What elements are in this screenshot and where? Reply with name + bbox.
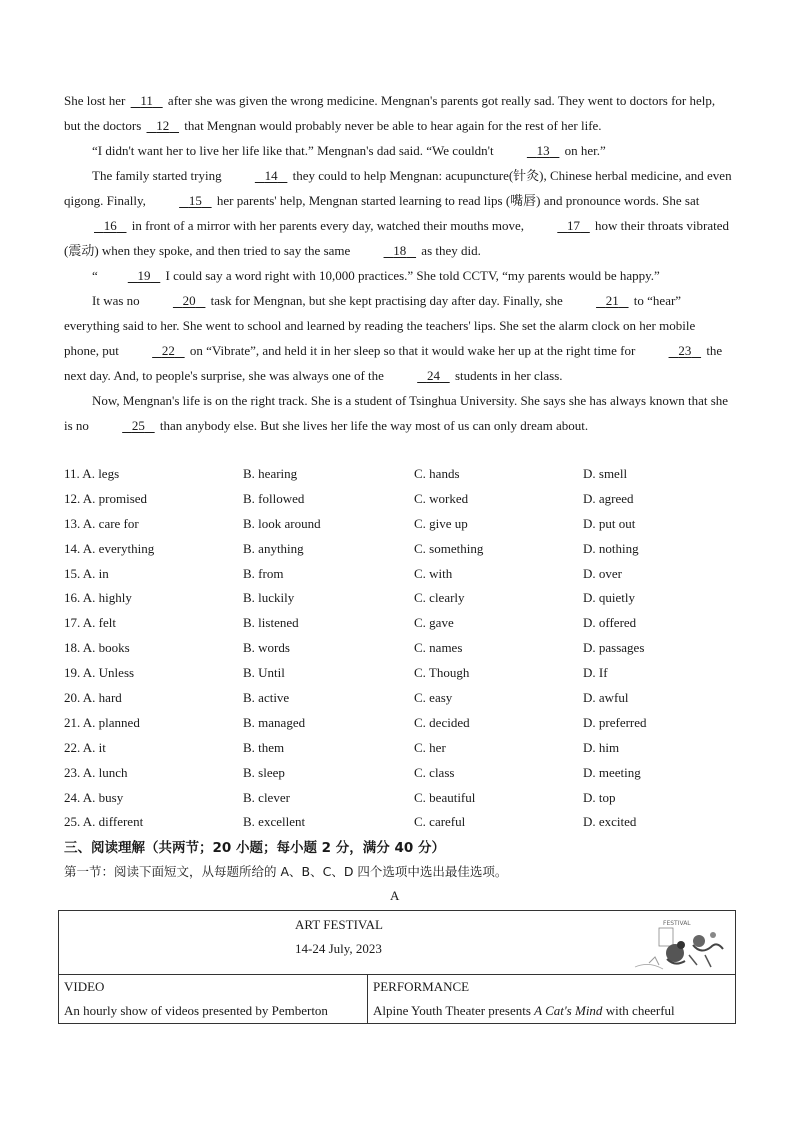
blank-15[interactable]: 15 bbox=[188, 193, 202, 208]
option-choice[interactable]: 17. A. felt bbox=[64, 615, 116, 631]
option-choice[interactable]: B. listened bbox=[243, 615, 299, 631]
option-choice[interactable]: D. over bbox=[583, 565, 622, 581]
blank-23[interactable]: 23 bbox=[678, 343, 692, 358]
option-row bbox=[64, 761, 732, 786]
paragraph-3: The family started trying 14 they could to help Mengnan: acupuncture(针灸), Chinese herbal medicine, and even qigong. Finally, 15 her parents' help, Mengnan started learning to read lips (嘴唇) and pronounce words. She sat 16 in front of a mirror with her parents every day, watched their mouths move, 17 how their throats vibrated (震动) when they spoke, and then tried to say the same 18 as they did. bbox=[64, 163, 732, 263]
option-choice[interactable]: C. with bbox=[414, 565, 453, 581]
option-choice[interactable]: B. excellent bbox=[243, 814, 306, 830]
option-choice[interactable]: 20. A. hard bbox=[64, 690, 122, 706]
option-choice[interactable]: D. If bbox=[583, 665, 608, 681]
performance-description: Alpine Youth Theater presents A Cat's Mind with cheerful bbox=[373, 1003, 675, 1018]
blank-21[interactable]: 21 bbox=[605, 293, 619, 308]
option-choice[interactable]: D. passages bbox=[583, 640, 645, 656]
blank-11[interactable]: 11 bbox=[140, 93, 153, 108]
option-choice[interactable]: C. beautiful bbox=[414, 789, 476, 805]
performance-column bbox=[368, 975, 735, 1024]
option-choice[interactable]: B. luckily bbox=[243, 590, 295, 606]
option-choice[interactable]: 14. A. everything bbox=[64, 540, 155, 556]
option-choice[interactable]: 22. A. it bbox=[64, 739, 106, 755]
option-choice[interactable]: D. preferred bbox=[583, 714, 647, 730]
option-choice[interactable]: 15. A. in bbox=[64, 565, 109, 581]
performance-title: A Cat's Mind bbox=[534, 1003, 603, 1018]
option-choice[interactable]: D. smell bbox=[583, 466, 628, 481]
option-choice[interactable]: B. look around bbox=[243, 515, 321, 531]
option-choice[interactable]: B. hearing bbox=[243, 466, 298, 481]
option-choice[interactable]: 11. A. legs bbox=[64, 466, 120, 481]
performance-heading: PERFORMANCE bbox=[373, 979, 470, 994]
option-choice[interactable]: C. hands bbox=[414, 466, 460, 481]
option-choice[interactable]: B. Until bbox=[243, 665, 285, 681]
blank-12[interactable]: 12 bbox=[156, 118, 170, 133]
blank-17[interactable]: 17 bbox=[567, 218, 581, 233]
option-row bbox=[64, 562, 732, 587]
blank-22[interactable]: 22 bbox=[161, 343, 175, 358]
paragraph-6: Now, Mengnan's life is on the right track. She is a student of Tsinghua University. She says she has always known that she is no 25 than anybody else. But she lives her life the way most of us can only dream about. bbox=[64, 388, 732, 438]
option-choice[interactable]: D. put out bbox=[583, 515, 636, 531]
option-choice[interactable]: C. names bbox=[414, 640, 463, 656]
option-choice[interactable]: C. decided bbox=[414, 714, 470, 730]
video-description: An hourly show of videos presented by Pemberton bbox=[64, 1003, 328, 1018]
festival-header bbox=[59, 911, 735, 975]
answer-options bbox=[64, 462, 732, 835]
option-row bbox=[64, 636, 732, 661]
option-choice[interactable]: C. gave bbox=[414, 615, 454, 631]
blank-19[interactable]: 19 bbox=[137, 268, 151, 283]
option-row bbox=[64, 736, 732, 761]
part-label: A bbox=[390, 888, 400, 903]
option-choice[interactable]: D. him bbox=[583, 739, 620, 755]
blank-25[interactable]: 25 bbox=[131, 418, 145, 433]
option-choice[interactable]: 19. A. Unless bbox=[64, 665, 135, 681]
option-choice[interactable]: 12. A. promised bbox=[64, 490, 148, 506]
blank-16[interactable]: 16 bbox=[103, 218, 117, 233]
festival-logo-icon bbox=[629, 915, 729, 971]
logo-text: FESTIVAL bbox=[663, 920, 691, 927]
option-choice[interactable]: C. clearly bbox=[414, 590, 465, 606]
option-choice[interactable]: C. her bbox=[414, 739, 446, 755]
section-instruction: 第一节：阅读下面短文，从每题所给的 A、B、C、D 四个选项中选出最佳选项。 bbox=[64, 864, 508, 879]
video-heading: VIDEO bbox=[64, 979, 105, 994]
festival-title: ART FESTIVAL bbox=[295, 917, 383, 932]
option-choice[interactable]: B. words bbox=[243, 640, 290, 656]
option-choice[interactable]: 18. A. books bbox=[64, 640, 130, 656]
option-row bbox=[64, 711, 732, 736]
option-row bbox=[64, 512, 732, 537]
option-row bbox=[64, 537, 732, 562]
option-choice[interactable]: B. active bbox=[243, 690, 290, 706]
option-choice[interactable]: D. awful bbox=[583, 690, 629, 706]
option-choice[interactable]: B. followed bbox=[243, 490, 305, 506]
option-row bbox=[64, 487, 732, 512]
option-choice[interactable]: B. managed bbox=[243, 714, 306, 730]
option-choice[interactable]: C. worked bbox=[414, 490, 469, 506]
paragraph-2: “I didn't want her to live her life like that.” Mengnan's dad said. “We couldn't 13 on her.” bbox=[64, 138, 732, 163]
option-choice[interactable]: C. Though bbox=[414, 665, 470, 681]
option-choice[interactable]: D. nothing bbox=[583, 540, 639, 556]
option-row bbox=[64, 686, 732, 711]
option-choice[interactable]: D. excited bbox=[583, 814, 637, 830]
option-choice[interactable]: B. sleep bbox=[243, 764, 285, 780]
option-choice[interactable]: C. easy bbox=[414, 690, 453, 706]
option-choice[interactable]: 16. A. highly bbox=[64, 590, 132, 606]
option-choice[interactable]: D. meeting bbox=[583, 764, 641, 780]
option-choice[interactable]: C. careful bbox=[414, 814, 466, 830]
option-row bbox=[64, 611, 732, 636]
video-column bbox=[59, 975, 368, 1024]
festival-dates: 14-24 July, 2023 bbox=[295, 941, 382, 956]
option-row bbox=[64, 810, 732, 835]
option-choice[interactable]: B. anything bbox=[243, 540, 304, 556]
option-choice[interactable]: 25. A. different bbox=[64, 814, 144, 830]
paragraph-5: It was no 20 task for Mengnan, but she kept practising day after day. Finally, she 21 to “hear” everything said to her. She went to school and learned by reading the teachers' lips. She set the alarm clock on her mobile phone, put 22 on “Vibrate”, and held it in her sleep so that it would wake her up at the right time for 23 the next day. And, to people's surprise, she was always one of the 24 students in her class. bbox=[64, 288, 732, 388]
blank-24[interactable]: 24 bbox=[426, 368, 440, 383]
blank-13[interactable]: 13 bbox=[536, 143, 550, 158]
option-choice[interactable]: D. offered bbox=[583, 615, 637, 631]
option-choice[interactable]: B. from bbox=[243, 565, 284, 581]
option-choice[interactable]: C. something bbox=[414, 540, 484, 556]
section-heading: 三、阅读理解（共两节；20 小题；每小题 2 分，满分 40 分） bbox=[64, 840, 445, 856]
option-choice[interactable]: D. quietly bbox=[583, 590, 635, 606]
blank-18[interactable]: 18 bbox=[393, 243, 407, 258]
cloze-passage bbox=[64, 88, 732, 438]
option-choice[interactable]: D. agreed bbox=[583, 490, 634, 506]
option-choice[interactable]: 13. A. care for bbox=[64, 515, 139, 531]
option-choice[interactable]: C. give up bbox=[414, 515, 468, 531]
option-row bbox=[64, 586, 732, 611]
option-choice[interactable]: B. them bbox=[243, 739, 285, 755]
option-choice[interactable]: B. clever bbox=[243, 789, 290, 805]
art-festival-table bbox=[58, 910, 736, 1024]
option-choice[interactable]: 23. A. lunch bbox=[64, 764, 128, 780]
paragraph-1: She lost her 11 after she was given the wrong medicine. Mengnan's parents got really sad. They went to doctors for help, but the doctors 12 that Mengnan would probably never be able to hear again for the rest of her life. bbox=[64, 88, 732, 138]
blank-20[interactable]: 20 bbox=[182, 293, 196, 308]
option-row bbox=[64, 462, 732, 487]
option-choice[interactable]: C. class bbox=[414, 764, 455, 780]
paragraph-4: “ 19 I could say a word right with 10,000 practices.” She told CCTV, “my parents would be happy.” bbox=[64, 263, 732, 288]
option-choice[interactable]: D. top bbox=[583, 789, 616, 805]
option-choice[interactable]: 24. A. busy bbox=[64, 789, 124, 805]
option-row bbox=[64, 786, 732, 811]
blank-14[interactable]: 14 bbox=[264, 168, 278, 183]
option-row bbox=[64, 661, 732, 686]
option-choice[interactable]: 21. A. planned bbox=[64, 714, 140, 730]
